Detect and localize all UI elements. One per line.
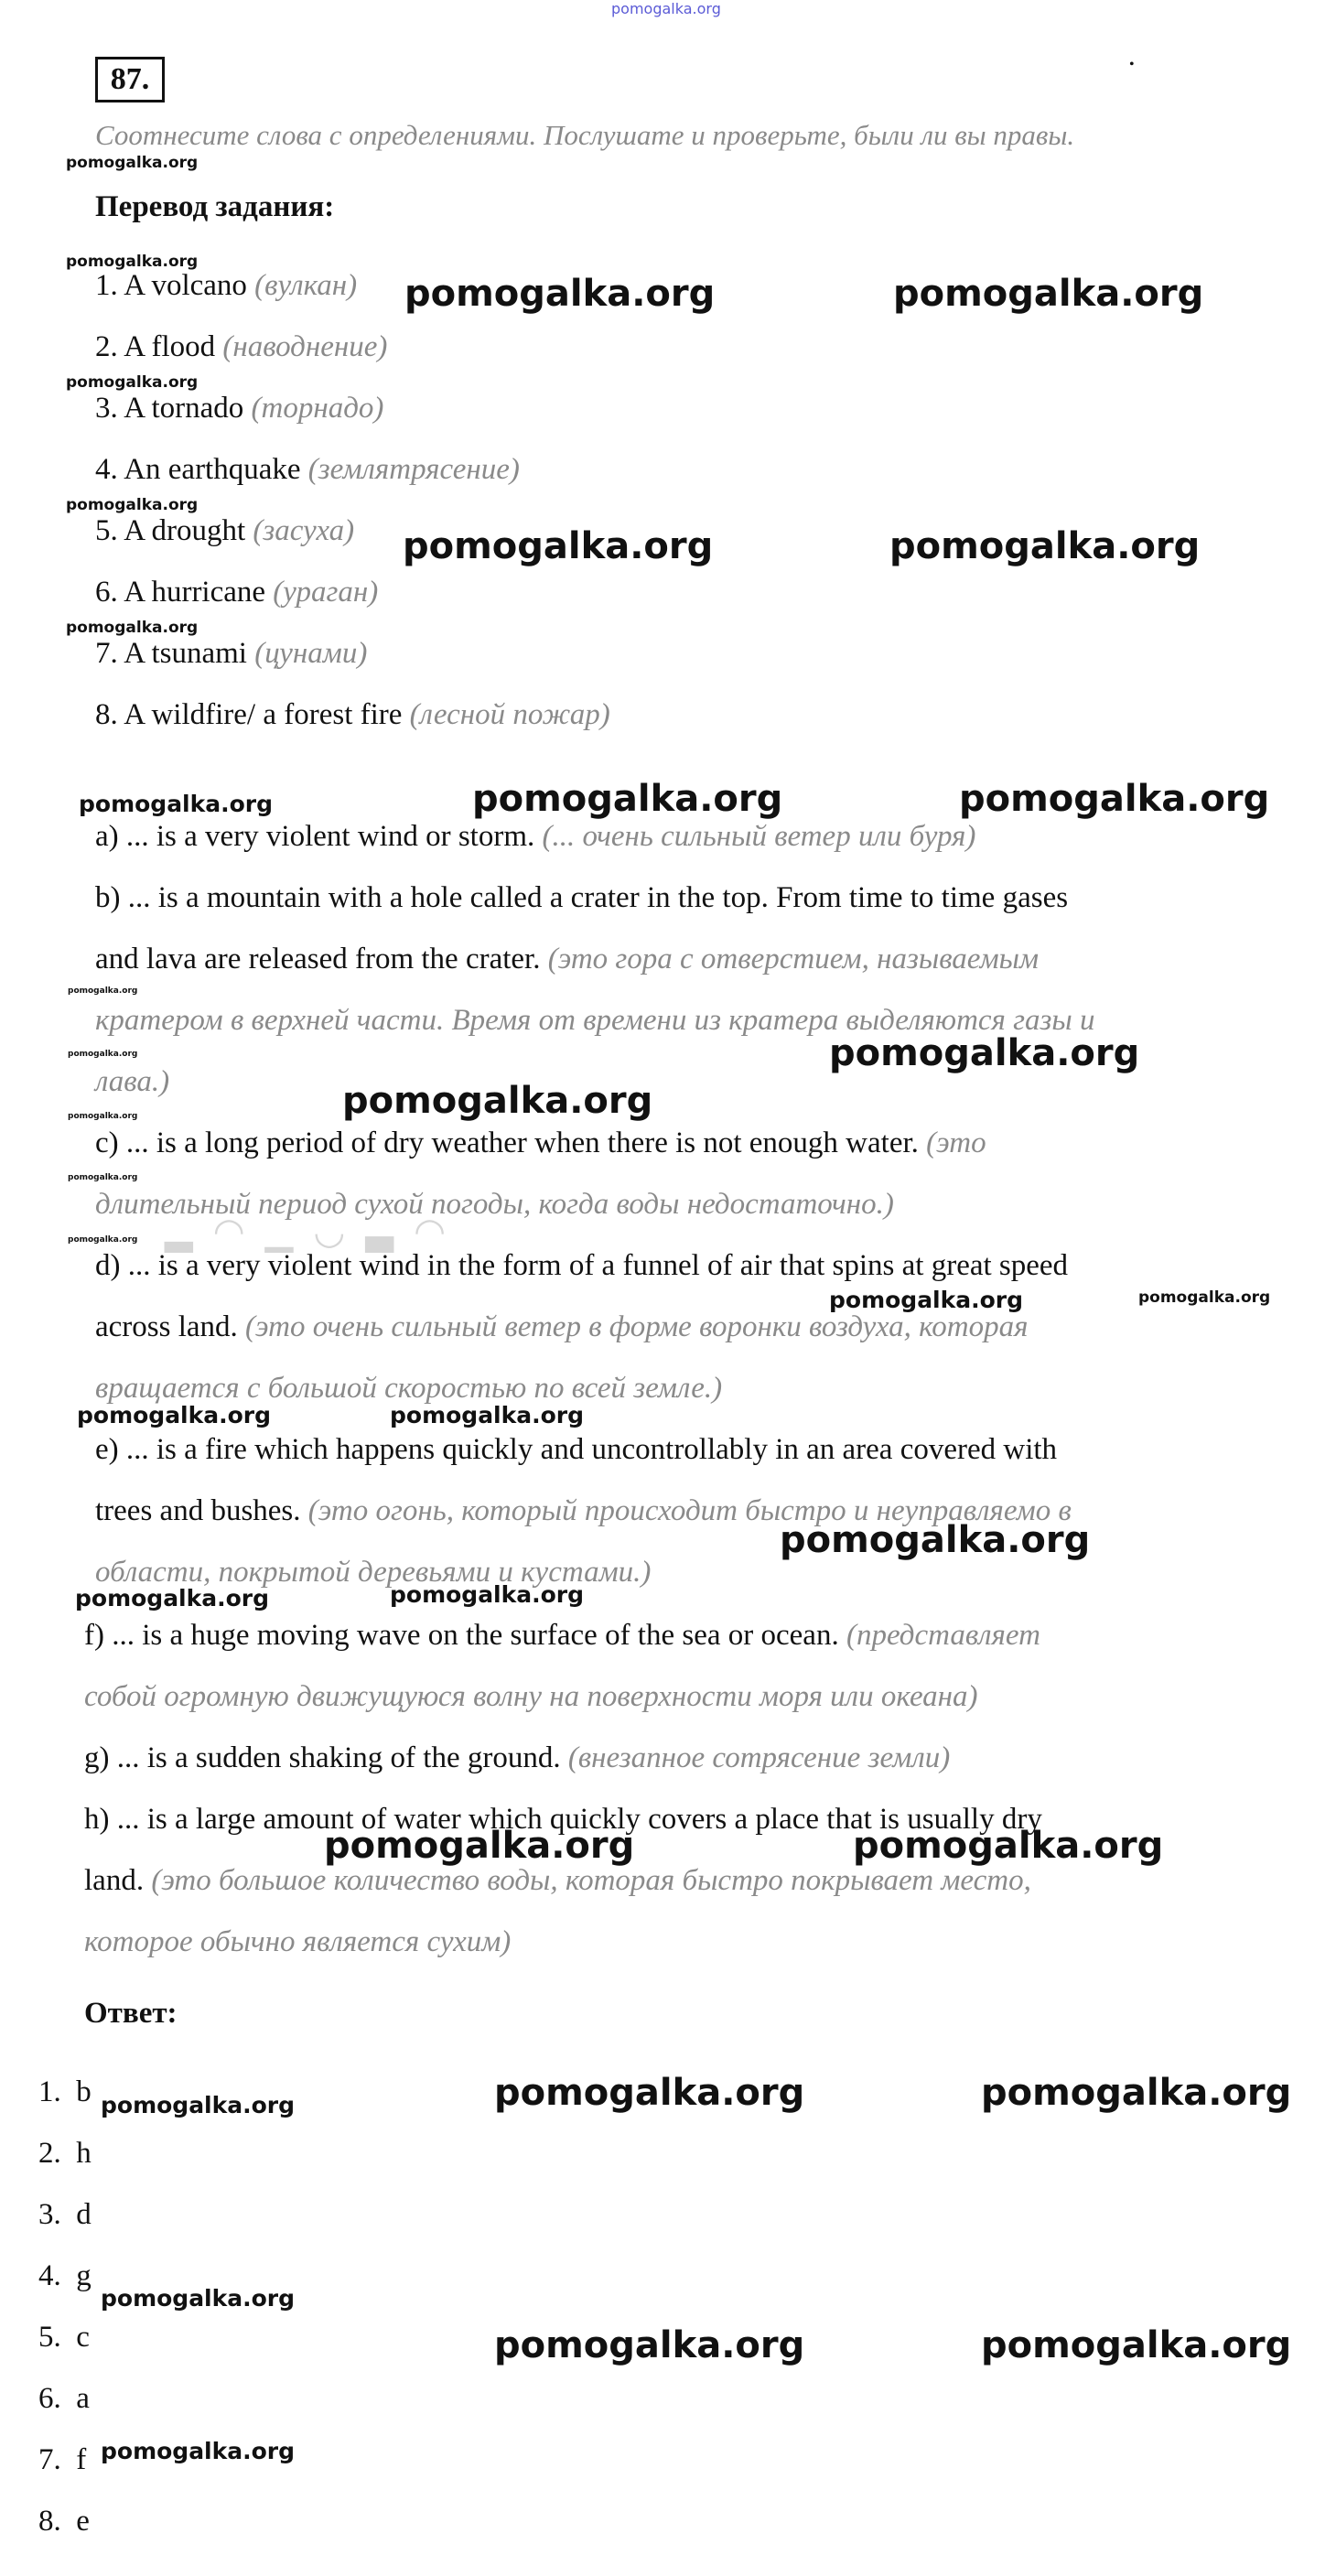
word-item <box>95 635 367 672</box>
word-en: A tornado <box>124 392 244 425</box>
definition-a <box>95 818 975 855</box>
answer-value: a <box>76 2382 90 2415</box>
answer-value: g <box>76 2259 92 2292</box>
watermark-big: pomogalka.org <box>981 2324 1292 2366</box>
answer-item <box>38 2137 92 2171</box>
answer-number: 2. <box>38 2137 61 2170</box>
word-item <box>95 329 387 365</box>
definition-f-line1 <box>84 1617 1040 1654</box>
watermark-tiny: pomogalka.org <box>68 1050 138 1059</box>
word-en: A volcano <box>124 269 247 302</box>
definition-h-line3: которое обычно является сухим) <box>84 1925 512 1958</box>
answer-number: 5. <box>38 2321 61 2354</box>
watermark-tiny: pomogalka.org <box>68 1112 138 1121</box>
definition-ru: (... очень сильный ветер или буря) <box>542 820 976 853</box>
word-item <box>95 390 383 426</box>
ghost-watermark: ▂ ◠ ▁ ◡ ▃ ◠ <box>165 1211 451 1252</box>
definition-en: a) ... is a very violent wind or storm. <box>95 820 535 853</box>
word-number: 5. <box>95 514 118 547</box>
word-item <box>95 512 354 549</box>
watermark-small: pomogalka.org <box>66 496 199 514</box>
watermark-mid: pomogalka.org <box>101 2285 296 2312</box>
definition-en: and lava are released from the crater. <box>95 943 541 975</box>
answer-item <box>38 2443 86 2477</box>
watermark-small: pomogalka.org <box>66 154 199 172</box>
answer-number: 4. <box>38 2259 61 2292</box>
watermark-small: pomogalka.org <box>66 619 199 637</box>
word-item <box>95 696 610 733</box>
watermark-big: pomogalka.org <box>889 525 1201 567</box>
watermark-mid: pomogalka.org <box>829 1287 1024 1313</box>
answer-item <box>38 2505 90 2538</box>
answer-item <box>38 2259 92 2293</box>
definition-en: across land. <box>95 1310 238 1343</box>
definition-d-line1: d) ... is a very violent wind in the form of a funnel of air that spins at great speed <box>95 1249 1069 1282</box>
instruction: Соотнесите слова с определениями. Послушате и проверьте, были ли вы правы. <box>95 119 1075 151</box>
definition-b-line2 <box>95 941 1039 977</box>
answer-number: 8. <box>38 2505 61 2538</box>
watermark-big: pomogalka.org <box>494 2324 805 2366</box>
watermark-big: pomogalka.org <box>342 1080 653 1122</box>
word-number: 3. <box>95 392 118 425</box>
definition-ru: (представляет <box>846 1619 1040 1652</box>
word-ru: (засуха) <box>253 514 355 547</box>
answer-number: 6. <box>38 2382 61 2415</box>
translation-heading: Перевод задания: <box>95 190 335 223</box>
watermark-mid: pomogalka.org <box>101 2092 296 2118</box>
answer-value: e <box>76 2505 90 2538</box>
answer-value: c <box>76 2321 90 2354</box>
watermark-mid: pomogalka.org <box>390 1581 585 1608</box>
answer-value: h <box>76 2137 92 2170</box>
word-en: A flood <box>124 330 216 363</box>
watermark-big: pomogalka.org <box>403 525 714 567</box>
watermark-mid: pomogalka.org <box>101 2438 296 2464</box>
word-ru: (ураган) <box>273 576 379 609</box>
watermark-big: pomogalka.org <box>893 273 1204 315</box>
word-number: 2. <box>95 330 118 363</box>
watermark-big: pomogalka.org <box>324 1825 635 1867</box>
answer-item <box>38 2382 90 2416</box>
word-number: 8. <box>95 698 118 731</box>
word-number: 4. <box>95 453 118 486</box>
top-watermark[interactable]: pomogalka.org <box>611 0 721 17</box>
watermark-big: pomogalka.org <box>829 1032 1140 1074</box>
definition-e-line1: e) ... is a fire which happens quickly and uncontrollably in an area covered with <box>95 1433 1058 1466</box>
watermark-tiny: pomogalka.org <box>68 986 138 996</box>
definition-c-line1 <box>95 1125 986 1161</box>
definition-e-line3: области, покрытой деревьями и кустами.) <box>95 1556 652 1589</box>
word-en: A drought <box>124 514 246 547</box>
answer-number: 3. <box>38 2198 61 2231</box>
answer-value: f <box>76 2443 87 2476</box>
word-ru: (цунами) <box>254 637 368 670</box>
definition-h-line1: h) ... is a large amount of water which quickly covers a place that is usually dry <box>84 1803 1042 1836</box>
definition-en: g) ... is a sudden shaking of the ground. <box>84 1741 561 1774</box>
word-ru: (наводнение) <box>222 330 388 363</box>
definition-ru: (это очень сильный ветер в форме воронки воздуха, которая <box>245 1310 1029 1343</box>
watermark-big: pomogalka.org <box>780 1519 1091 1561</box>
definition-en: c) ... is a long period of dry weather when there is not enough water. <box>95 1126 919 1159</box>
watermark-mid: pomogalka.org <box>75 1585 270 1611</box>
word-ru: (вулкан) <box>254 269 358 302</box>
definition-ru: (внезапное сотрясение земли) <box>567 1741 951 1774</box>
answer-value: b <box>76 2075 92 2108</box>
watermark-small: pomogalka.org <box>66 253 199 271</box>
word-ru: (лесной пожар) <box>409 698 610 731</box>
word-en: A hurricane <box>124 576 266 609</box>
definition-b-line1: b) ... is a mountain with a hole called a crater in the top. From time to time gases <box>95 881 1069 914</box>
answer-heading: Ответ: <box>84 1997 178 2030</box>
word-number: 6. <box>95 576 118 609</box>
answer-item <box>38 2075 92 2109</box>
watermark-big: pomogalka.org <box>853 1825 1164 1867</box>
word-en: A tsunami <box>124 637 247 670</box>
watermark-small: pomogalka.org <box>66 373 199 392</box>
definition-h-line2 <box>84 1862 1031 1899</box>
answer-number: 1. <box>38 2075 61 2108</box>
watermark-mid: pomogalka.org <box>79 791 274 817</box>
definition-en: f) ... is a huge moving wave on the surface of the sea or ocean. <box>84 1619 839 1652</box>
definition-ru: (это <box>926 1126 986 1159</box>
word-item <box>95 451 520 488</box>
word-number: 1. <box>95 269 118 302</box>
definition-en: trees and bushes. <box>95 1494 301 1527</box>
word-ru: (торнадо) <box>251 392 384 425</box>
word-item <box>95 267 357 304</box>
definition-g <box>84 1740 950 1776</box>
definition-d-line2 <box>95 1309 1028 1345</box>
watermark-big: pomogalka.org <box>404 273 716 315</box>
definition-en: land. <box>84 1864 145 1897</box>
answer-number: 7. <box>38 2443 61 2476</box>
word-en: An earthquake <box>124 453 301 486</box>
definition-ru: (это гора с отверстием, называемым <box>547 943 1040 975</box>
answer-item <box>38 2198 92 2232</box>
watermark-small: pomogalka.org <box>1138 1288 1271 1307</box>
answer-item <box>38 2321 90 2355</box>
definition-f-line2: собой огромную движущуюся волну на поверхности моря или океана) <box>84 1680 978 1713</box>
definition-ru: (это большое количество воды, которая быстро покрывает место, <box>151 1864 1031 1897</box>
definition-b-line3: кратером в верхней части. Время от времени из кратера выделяются газы и <box>95 1004 1095 1037</box>
watermark-mid: pomogalka.org <box>390 1402 585 1428</box>
watermark-tiny: pomogalka.org <box>68 1173 138 1182</box>
watermark-big: pomogalka.org <box>494 2072 805 2114</box>
definition-ru: (это огонь, который происходит быстро и неуправляемо в <box>307 1494 1072 1527</box>
word-en: A wildfire/ a forest fire <box>124 698 403 731</box>
watermark-big: pomogalka.org <box>959 778 1270 820</box>
word-item <box>95 574 378 610</box>
watermark-tiny: pomogalka.org <box>68 1235 138 1245</box>
definition-c-line2: длительный период сухой погоды, когда воды недостаточно.) <box>95 1188 894 1221</box>
dot-mark: • <box>1129 57 1135 72</box>
watermark-big: pomogalka.org <box>472 778 783 820</box>
word-ru: (землятрясение) <box>307 453 520 486</box>
word-number: 7. <box>95 637 118 670</box>
watermark-big: pomogalka.org <box>981 2072 1292 2114</box>
answer-value: d <box>76 2198 92 2231</box>
definition-b-line4: лава.) <box>95 1065 170 1098</box>
definition-d-line3: вращается с большой скоростью по всей земле.) <box>95 1372 723 1405</box>
watermark-mid: pomogalka.org <box>77 1402 272 1428</box>
task-number-box: 87. <box>95 57 165 102</box>
